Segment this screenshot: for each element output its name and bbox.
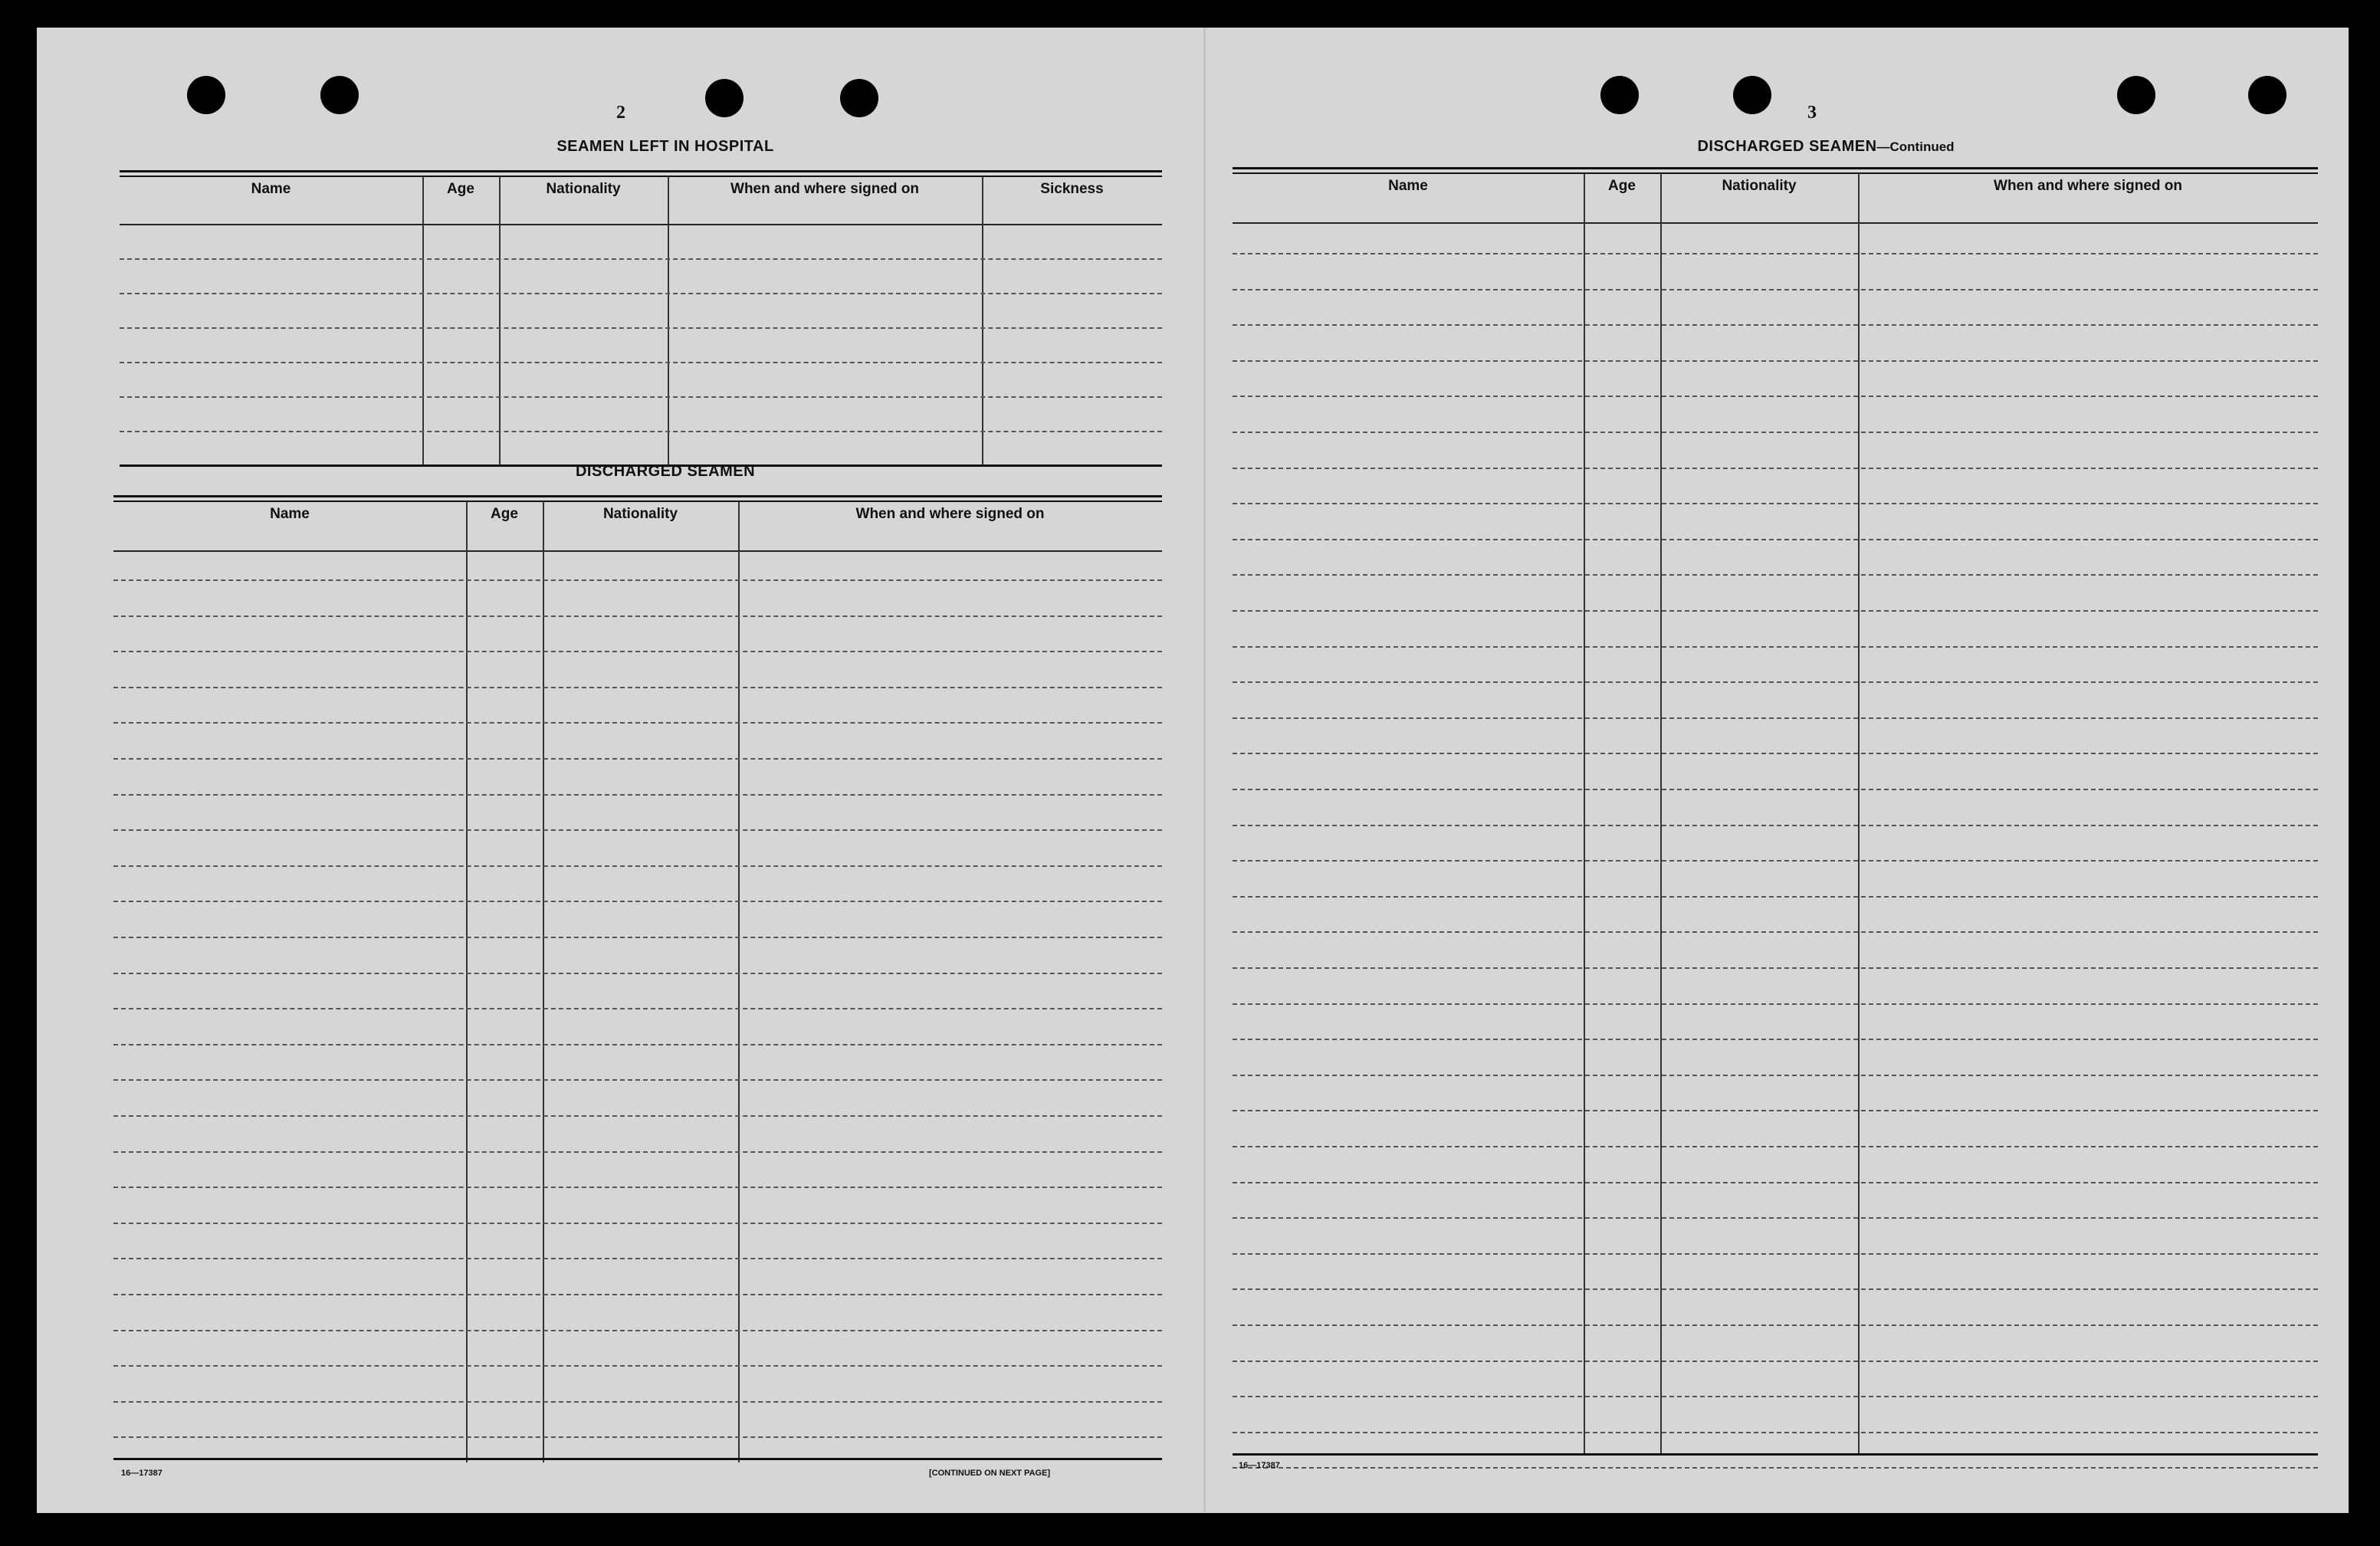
entry-line [1233,432,2318,433]
entry-line [120,293,1162,294]
entry-line [113,1187,1162,1188]
entry-line [113,829,1162,831]
entry-line [1233,860,2318,862]
entry-line [1233,574,2318,576]
entry-line [120,431,1162,432]
entry-line [113,865,1162,867]
column-header-sickness: Sickness [1040,181,1104,197]
column-header-nationality: Nationality [1722,178,1797,194]
entry-line [1233,1253,2318,1255]
column-header-name: Name [251,181,291,197]
entry-line [113,937,1162,938]
column-header-signed-on: When and where signed on [855,506,1045,522]
entry-line [1233,1324,2318,1326]
punch-hole [705,79,744,117]
entry-line [113,1436,1162,1438]
section-title-suffix: —Continued [1876,140,1955,154]
entry-line [113,1044,1162,1045]
entry-line [120,362,1162,363]
entry-line [113,973,1162,974]
form-number: 16—17387 [121,1469,162,1478]
entry-line [1233,539,2318,540]
entry-line [1233,753,2318,754]
entry-line [1233,324,2318,326]
discharged-table [113,495,1162,1462]
punch-hole [320,76,359,114]
column-header-name: Name [1388,178,1428,194]
entry-line [113,615,1162,617]
entry-line [113,651,1162,652]
entry-line [113,1008,1162,1009]
entry-line [1233,646,2318,648]
column-header-age: Age [491,506,518,522]
entry-line [1233,1217,2318,1219]
entry-line [113,1258,1162,1259]
discharged-section-title: DISCHARGED SEAMEN [575,463,756,480]
column-header-age: Age [1608,178,1636,194]
entry-line [1233,1361,2318,1362]
document-sheet [37,28,2349,1513]
entry-line [1233,1467,2318,1469]
hospital-section-title: SEAMEN LEFT IN HOSPITAL [556,138,774,155]
discharged-continued-title [1527,138,2125,156]
entry-line [1233,1075,2318,1076]
entry-line [113,1223,1162,1224]
entry-line [113,1330,1162,1331]
entry-line [1233,253,2318,254]
entry-line [113,901,1162,902]
column-header-signed-on: When and where signed on [730,181,919,197]
entry-line [113,722,1162,724]
punch-hole [1733,76,1771,114]
entry-line [113,1294,1162,1295]
entry-line [113,1365,1162,1367]
column-header-age: Age [447,181,474,197]
entry-line [1233,289,2318,290]
entry-line [113,1401,1162,1403]
column-header-name: Name [270,506,310,522]
punch-hole [1600,76,1639,114]
entry-line [1233,1039,2318,1040]
punch-hole [840,79,878,117]
entry-line [1233,717,2318,719]
entry-line [1233,681,2318,683]
entry-line [113,1151,1162,1153]
discharged-continued-table [1233,167,2318,1455]
entry-line [1233,967,2318,969]
entry-line [120,327,1162,329]
section-title: DISCHARGED SEAMEN [1697,138,1877,155]
entry-line [1233,1432,2318,1433]
entry-line [1233,789,2318,790]
entry-line [1233,1288,2318,1290]
entry-line [1233,396,2318,397]
entry-line [1233,1396,2318,1397]
entry-line [113,1079,1162,1081]
hospital-table [120,170,1162,469]
column-header-nationality: Nationality [602,506,678,522]
entry-line [113,794,1162,796]
punch-hole [2248,76,2286,114]
entry-line [1233,503,2318,504]
entry-line [1233,360,2318,362]
column-header-signed-on: When and where signed on [1994,178,2182,194]
entry-line [1233,896,2318,898]
entry-line [1233,931,2318,933]
entry-line [113,579,1162,581]
entry-line [1233,825,2318,826]
continued-note: [CONTINUED ON NEXT PAGE] [929,1469,1051,1478]
entry-line [120,396,1162,398]
left-page [37,28,1205,1513]
entry-line [113,758,1162,760]
entry-line [1233,468,2318,469]
page-number: 3 [1807,103,1817,123]
right-page [1205,28,2349,1513]
entry-line [1233,1146,2318,1147]
page-number: 2 [616,103,625,123]
entry-line [113,1115,1162,1117]
column-header-nationality: Nationality [546,181,621,197]
entry-line [1233,1182,2318,1183]
punch-hole [187,76,225,114]
entry-line [120,258,1162,260]
entry-line [1233,1110,2318,1111]
entry-line [113,687,1162,688]
entry-line [1233,1003,2318,1005]
punch-hole [2117,76,2155,114]
entry-line [1233,610,2318,612]
form-number: 16—17387 [1239,1461,1280,1470]
